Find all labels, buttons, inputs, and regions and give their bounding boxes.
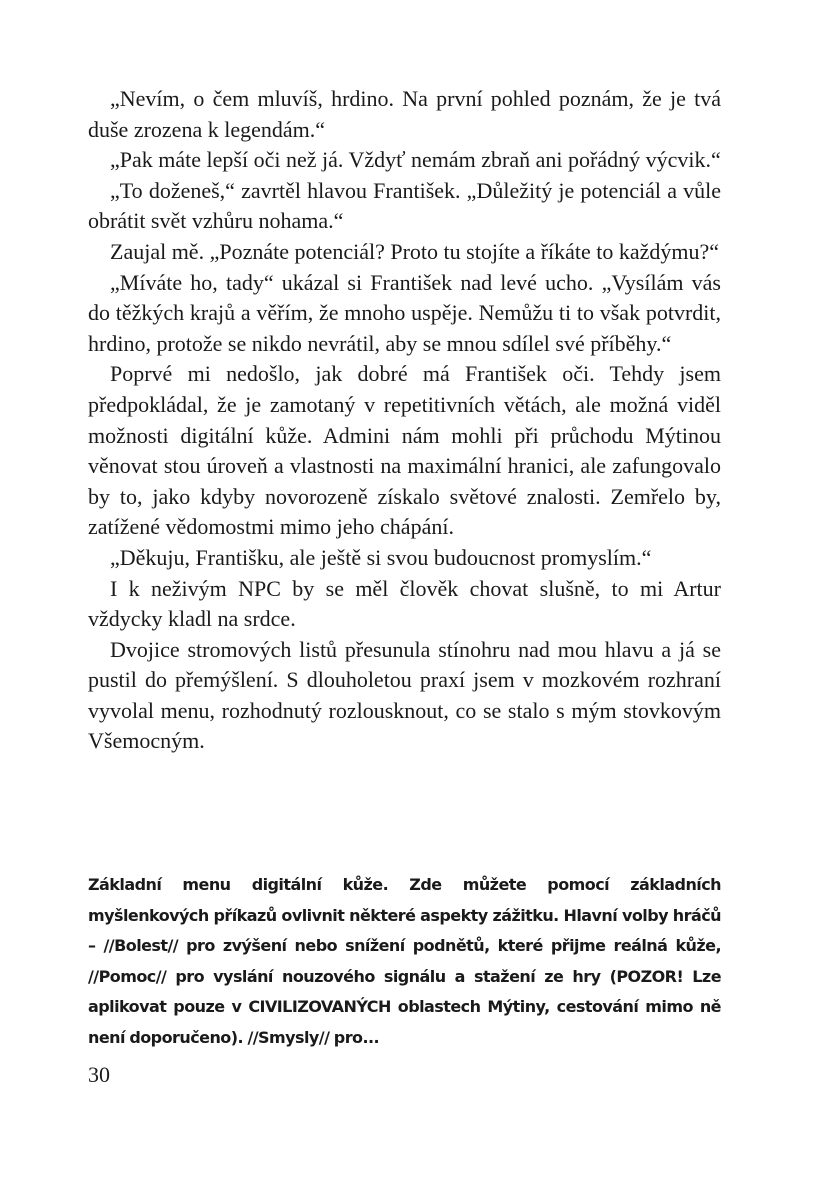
paragraph-4: Zaujal mě. „Poznáte potenciál? Proto tu stojíte a říkáte to každýmu?“: [110, 238, 720, 264]
paragraph-7: „Děkuju, Františku, ale ještě si svou budoucnost promyslím.“: [110, 544, 652, 570]
page-number: 30: [88, 1062, 110, 1087]
paragraph-2: „Pak máte lepší oči než já. Vždyť nemám zbraň ani pořádný výcvik.“: [110, 147, 721, 173]
game-menu-text: [88, 870, 721, 1053]
paragraph-9: Dvojice stromových listů přesunula stínohru nad mou hlavu a já se pustil do přemýšlení. S dlouholetou praxí jsem v mozkovém rozhraní vyvolal menu, rozhodnutý rozlousknout, co se stalo s mým stovkovým Všemocným.: [88, 636, 721, 754]
paragraph-3: „To doženeš,“ zavrtěl hlavou František. „Důležitý je potenciál a vůle obrátit svět vzhůru nohama.“: [88, 177, 721, 234]
paragraph-1: „Nevím, o čem mluvíš, hrdino. Na první pohled poznám, že je tvá duše zrozena k legendám.“: [88, 86, 721, 142]
body-text: [88, 84, 721, 757]
paragraph-5: „Míváte ho, tady“ ukázal si František nad levé ucho. „Vysílám vás do těžkých krajů a věřím, že mnoho uspěje. Nemůžu ti to však potvrdit, hrdino, protože se nikdo nevrátil, aby se mnou sdílel své příběhy.“: [88, 269, 721, 356]
menu-paragraph: Základní menu digitální kůže. Zde můžete pomocí základních myšlenkových příkazů ovlivnit některé aspekty zážitku. Hlavní volby hráčů – //Bolest// pro zvýšení nebo snížení podnětů, které přijme reálná kůže, //Pomoc// pro vyslání nouzového signálu a stažení ze hry (POZOR! Lze aplikovat pouze v CIVILIZOVANÝCH oblastech Mýtiny, cestování mimo ně není doporučeno). //Smysly// pro...: [88, 875, 721, 1047]
paragraph-6: Poprvé mi nedošlo, jak dobré má František oči. Tehdy jsem předpokládal, že je zamotaný v repetitivních větách, ale možná viděl možnosti digitální kůže. Admini nám mohli při průchodu Mýtinou věnovat stou úroveň a vlastnosti na maximální hranici, ale zafungovalo by to, jako kdyby novorozeně získalo světové znalosti. Zemřelo by, zatížené vědomostmi mimo jeho chápání.: [88, 361, 721, 540]
paragraph-8: I k neživým NPC by se měl člověk chovat slušně, to mi Artur vždycky kladl na srdce.: [88, 575, 721, 632]
